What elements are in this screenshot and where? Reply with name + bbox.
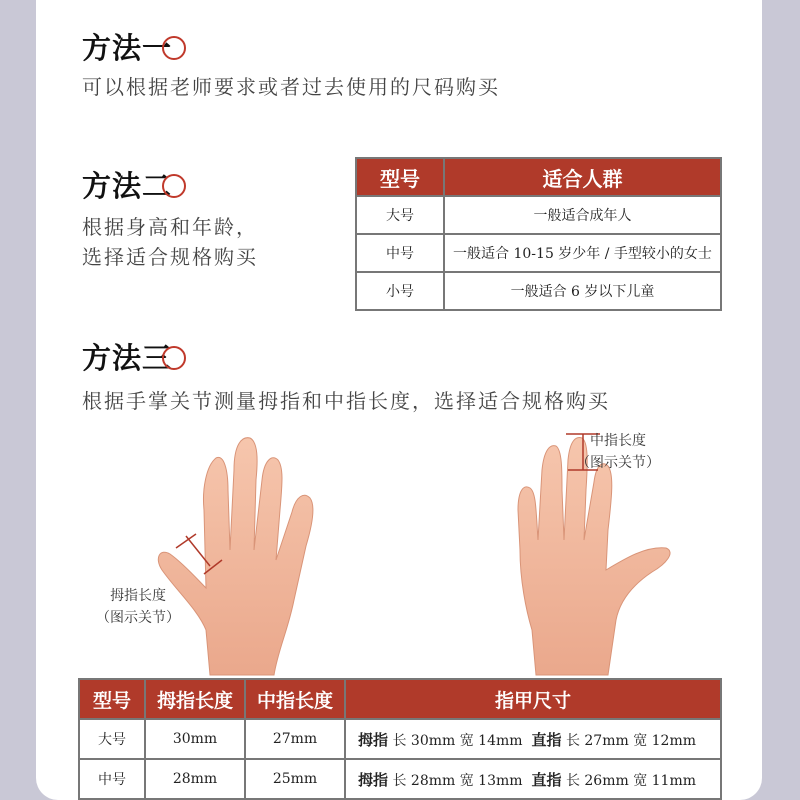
circle-icon — [162, 346, 186, 370]
nail-size-cell — [345, 759, 721, 799]
finger-size-table — [78, 678, 722, 800]
thumb-label: 拇指 — [358, 730, 389, 749]
method2-desc-line1: 根据身高和年龄， — [82, 215, 258, 239]
middle-note-line1: 中指长度 — [590, 433, 646, 449]
middle-label: 直指 — [531, 730, 562, 749]
table-header-size: 型号 — [356, 158, 444, 196]
table-row — [356, 196, 721, 234]
size-cell: 小号 — [356, 272, 444, 310]
size-cell: 大号 — [356, 196, 444, 234]
left-hand-image — [146, 430, 336, 680]
table-row — [79, 719, 721, 759]
table-row — [356, 234, 721, 272]
thumb-length-cell: 30mm — [145, 719, 245, 759]
method1-title: 方法一 — [82, 26, 186, 67]
middle-length-cell: 27mm — [245, 719, 345, 759]
group-cell: 一般适合成年人 — [444, 196, 721, 234]
thumb-label: 拇指 — [358, 770, 389, 789]
thumb-length-note — [96, 585, 180, 629]
middle-label: 直指 — [531, 770, 562, 789]
middle-length-note — [576, 430, 660, 474]
method3-title: 方法三 — [82, 336, 186, 377]
thumb-nail-size: 长 28mm 宽 13mm — [392, 772, 523, 789]
table-header-size: 型号 — [79, 679, 145, 719]
group-cell: 一般适合 6 岁以下儿童 — [444, 272, 721, 310]
table-header-thumb: 拇指长度 — [145, 679, 245, 719]
circle-icon — [162, 174, 186, 198]
thumb-note-line2: （图示关节） — [96, 610, 180, 626]
method3-desc: 根据手掌关节测量拇指和中指长度，选择适合规格购买 — [82, 389, 610, 413]
size-cell: 中号 — [356, 234, 444, 272]
table-header-middle: 中指长度 — [245, 679, 345, 719]
age-size-table — [355, 157, 722, 311]
method2-desc-line2: 选择适合规格购买 — [82, 245, 258, 269]
circle-icon — [162, 36, 186, 60]
size-cell: 中号 — [79, 759, 145, 799]
method1-desc: 可以根据老师要求或者过去使用的尺码购买 — [82, 75, 500, 99]
table-row — [356, 272, 721, 310]
table-row — [79, 759, 721, 799]
middle-nail-size: 长 26mm 宽 11mm — [565, 772, 697, 789]
method2-title: 方法二 — [82, 164, 186, 205]
middle-nail-size: 长 27mm 宽 12mm — [565, 732, 697, 749]
middle-note-line2: （图示关节） — [576, 455, 660, 471]
nail-size-cell — [345, 719, 721, 759]
table-header-group: 适合人群 — [444, 158, 721, 196]
thumb-length-cell: 28mm — [145, 759, 245, 799]
content-card — [36, 0, 762, 800]
thumb-note-line1: 拇指长度 — [110, 588, 166, 604]
method2-desc — [82, 212, 258, 272]
thumb-nail-size: 长 30mm 宽 14mm — [392, 732, 523, 749]
size-cell: 大号 — [79, 719, 145, 759]
table-header-nail: 指甲尺寸 — [345, 679, 721, 719]
middle-length-cell: 25mm — [245, 759, 345, 799]
group-cell: 一般适合 10-15 岁少年 / 手型较小的女士 — [444, 234, 721, 272]
